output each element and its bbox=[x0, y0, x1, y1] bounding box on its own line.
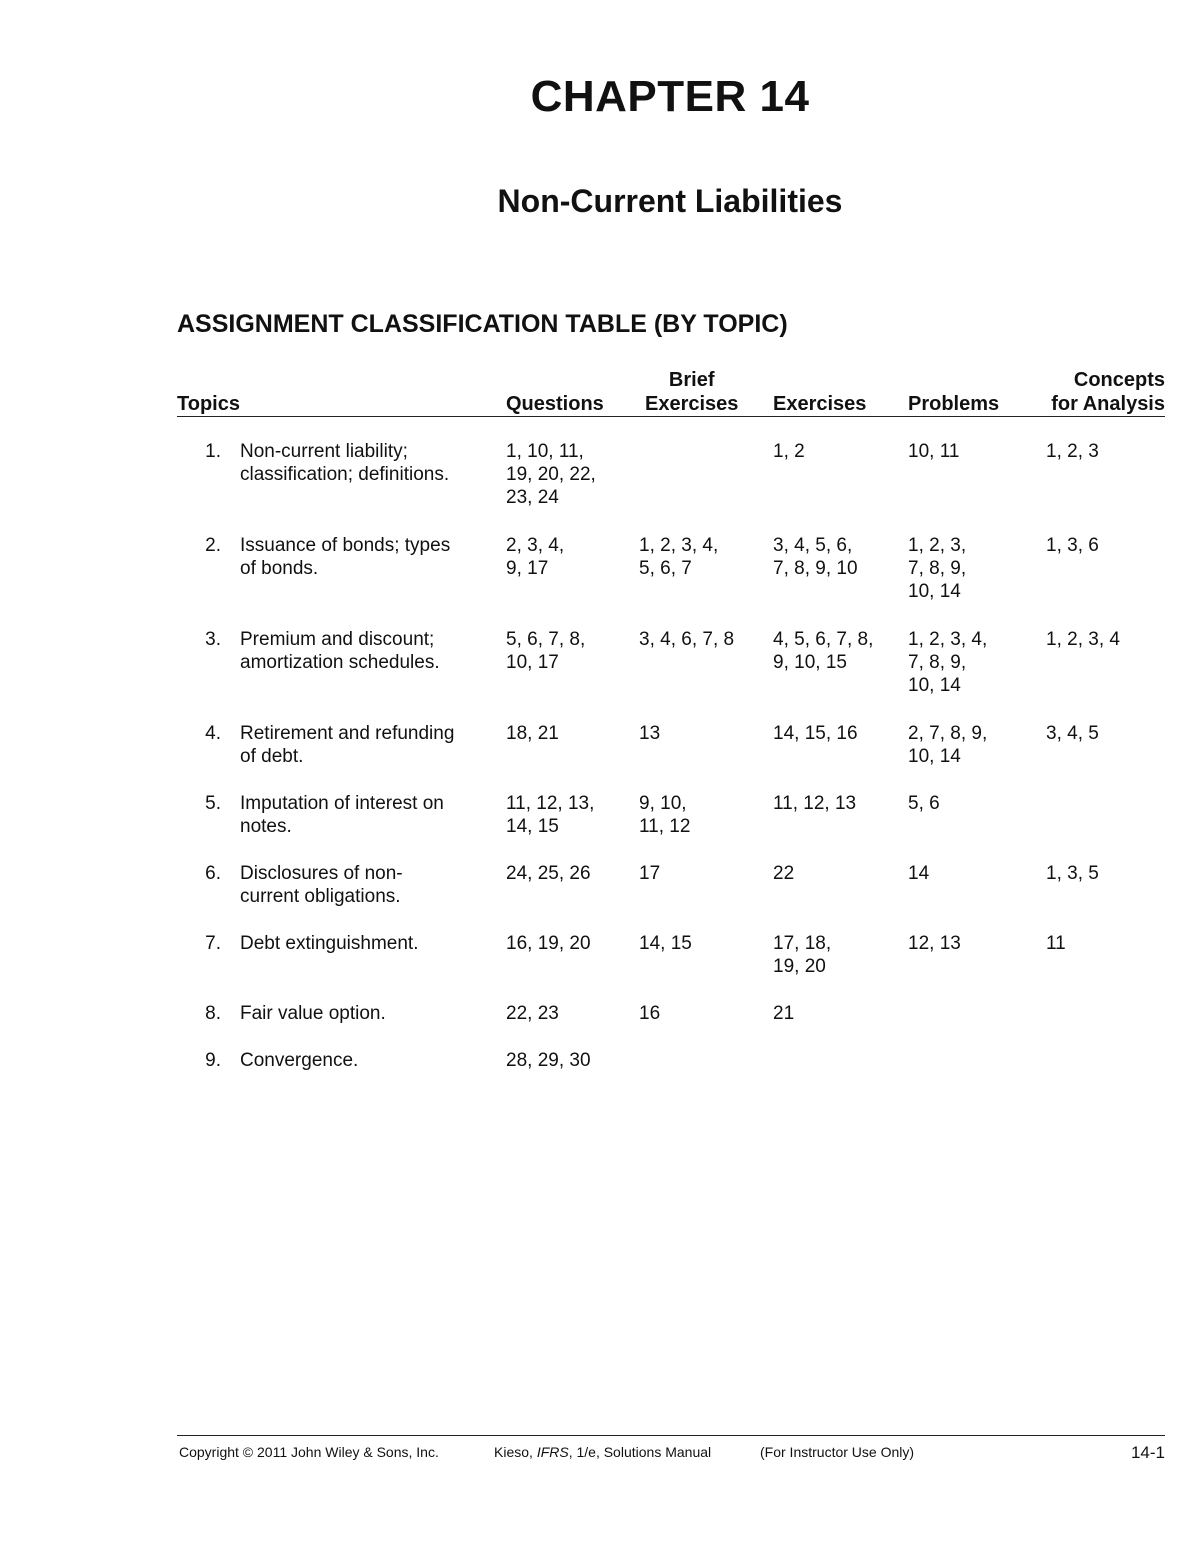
row-concepts: 11 bbox=[1046, 933, 1066, 954]
row-exercises: 3, 4, 5, 6, 7, 8, 9, 10 bbox=[773, 535, 858, 579]
row-number: 7. bbox=[205, 933, 221, 954]
col-header-concepts-top: Concepts bbox=[1073, 369, 1165, 391]
table-row bbox=[177, 1002, 1165, 1049]
row-concepts: 3, 4, 5 bbox=[1046, 723, 1099, 744]
row-questions: 5, 6, 7, 8, 10, 17 bbox=[506, 629, 586, 673]
row-number: 5. bbox=[205, 793, 221, 814]
row-exercises: 1, 2 bbox=[773, 441, 805, 462]
row-brief-exercises: 3, 4, 6, 7, 8 bbox=[639, 629, 735, 650]
row-brief-exercises: 14, 15 bbox=[639, 933, 692, 954]
table-body bbox=[177, 440, 1165, 1096]
table-row bbox=[177, 792, 1165, 862]
row-number: 1. bbox=[205, 441, 221, 462]
row-number: 4. bbox=[205, 723, 221, 744]
row-exercises: 14, 15, 16 bbox=[773, 723, 858, 744]
row-number: 6. bbox=[205, 863, 221, 884]
col-header-concepts bbox=[1034, 368, 1165, 416]
col-header-brief-exercises bbox=[645, 368, 738, 416]
chapter-subtitle: Non-Current Liabilities bbox=[497, 183, 843, 219]
row-topic: Disclosures of non- current obligations. bbox=[240, 863, 403, 907]
row-concepts: 1, 2, 3 bbox=[1046, 441, 1099, 462]
table-row bbox=[177, 440, 1165, 534]
table-row bbox=[177, 932, 1165, 1002]
row-problems: 12, 13 bbox=[908, 933, 961, 954]
row-concepts: 1, 3, 6 bbox=[1046, 535, 1099, 556]
row-questions: 11, 12, 13, 14, 15 bbox=[506, 793, 595, 837]
row-number: 9. bbox=[205, 1050, 221, 1071]
table-header bbox=[177, 368, 1165, 417]
col-header-questions bbox=[506, 368, 604, 416]
table-row bbox=[177, 534, 1165, 628]
row-questions: 18, 21 bbox=[506, 723, 559, 744]
row-questions: 24, 25, 26 bbox=[506, 863, 591, 884]
row-concepts: 1, 2, 3, 4 bbox=[1046, 629, 1120, 650]
row-brief-exercises: 9, 10, 11, 12 bbox=[639, 793, 691, 837]
row-exercises: 21 bbox=[773, 1003, 795, 1024]
footer-divider bbox=[177, 1435, 1165, 1436]
footer-manual-title: IFRS bbox=[536, 1444, 569, 1460]
row-brief-exercises: 16 bbox=[639, 1003, 661, 1024]
footer-instructor-use: (For Instructor Use Only) bbox=[760, 1444, 915, 1460]
row-problems: 10, 11 bbox=[908, 441, 960, 462]
row-topic: Fair value option. bbox=[240, 1003, 386, 1024]
col-header-brief-bottom: Exercises bbox=[645, 393, 739, 415]
col-header-brief-top: Brief bbox=[668, 369, 715, 391]
row-questions: 22, 23 bbox=[506, 1003, 559, 1024]
row-questions: 2, 3, 4, 9, 17 bbox=[506, 535, 565, 579]
row-number: 2. bbox=[205, 535, 221, 556]
section-heading: ASSIGNMENT CLASSIFICATION TABLE (BY TOPIC) bbox=[177, 310, 788, 338]
row-concepts: 1, 3, 5 bbox=[1046, 863, 1099, 884]
col-header-topics-label: Topics bbox=[177, 393, 240, 415]
row-topic: Debt extinguishment. bbox=[240, 933, 419, 954]
col-header-exercises bbox=[773, 368, 866, 416]
col-header-concepts-bottom: for Analysis bbox=[1051, 393, 1165, 415]
row-brief-exercises: 17 bbox=[639, 863, 661, 884]
chapter-title: CHAPTER 14 bbox=[530, 72, 810, 121]
row-topic: Convergence. bbox=[240, 1050, 359, 1071]
row-number: 3. bbox=[205, 629, 221, 650]
row-exercises: 11, 12, 13 bbox=[773, 793, 857, 814]
col-header-exercises-label: Exercises bbox=[773, 393, 867, 415]
row-problems: 1, 2, 3, 7, 8, 9, 10, 14 bbox=[908, 535, 967, 602]
col-header-topics bbox=[177, 368, 240, 416]
row-exercises: 22 bbox=[773, 863, 795, 884]
row-topic: Non-current liability; classification; definitions. bbox=[240, 441, 450, 485]
row-topic: Issuance of bonds; types of bonds. bbox=[240, 535, 451, 579]
col-header-problems-label: Problems bbox=[908, 393, 1000, 415]
row-problems: 1, 2, 3, 4, 7, 8, 9, 10, 14 bbox=[908, 629, 988, 696]
row-questions: 1, 10, 11, 19, 20, 22, 23, 24 bbox=[506, 441, 596, 508]
row-problems: 2, 7, 8, 9, 10, 14 bbox=[908, 723, 988, 767]
row-problems: 5, 6 bbox=[908, 793, 940, 814]
table-row bbox=[177, 628, 1165, 722]
row-questions: 16, 19, 20 bbox=[506, 933, 591, 954]
row-exercises: 17, 18, 19, 20 bbox=[773, 933, 832, 977]
table-row bbox=[177, 1049, 1165, 1096]
footer-manual-rest: , 1/e, Solutions Manual bbox=[568, 1444, 712, 1460]
row-topic: Imputation of interest on notes. bbox=[240, 793, 444, 837]
footer-manual-author: Kieso, bbox=[494, 1444, 537, 1460]
row-topic: Premium and discount; amortization schedules. bbox=[240, 629, 440, 673]
page-number: 14-1 bbox=[1130, 1443, 1165, 1462]
row-number: 8. bbox=[205, 1003, 221, 1024]
row-brief-exercises: 1, 2, 3, 4, 5, 6, 7 bbox=[639, 535, 719, 579]
row-questions: 28, 29, 30 bbox=[506, 1050, 591, 1071]
row-brief-exercises: 13 bbox=[639, 723, 661, 744]
row-topic: Retirement and refunding of debt. bbox=[240, 723, 455, 767]
col-header-questions-label: Questions bbox=[506, 393, 604, 415]
footer-copyright: Copyright © 2011 John Wiley & Sons, Inc. bbox=[179, 1444, 439, 1460]
col-header-problems bbox=[908, 368, 999, 416]
footer-manual bbox=[494, 1444, 711, 1460]
table-row bbox=[177, 722, 1165, 792]
row-problems: 14 bbox=[908, 863, 930, 884]
table-row bbox=[177, 862, 1165, 932]
row-exercises: 4, 5, 6, 7, 8, 9, 10, 15 bbox=[773, 629, 874, 673]
